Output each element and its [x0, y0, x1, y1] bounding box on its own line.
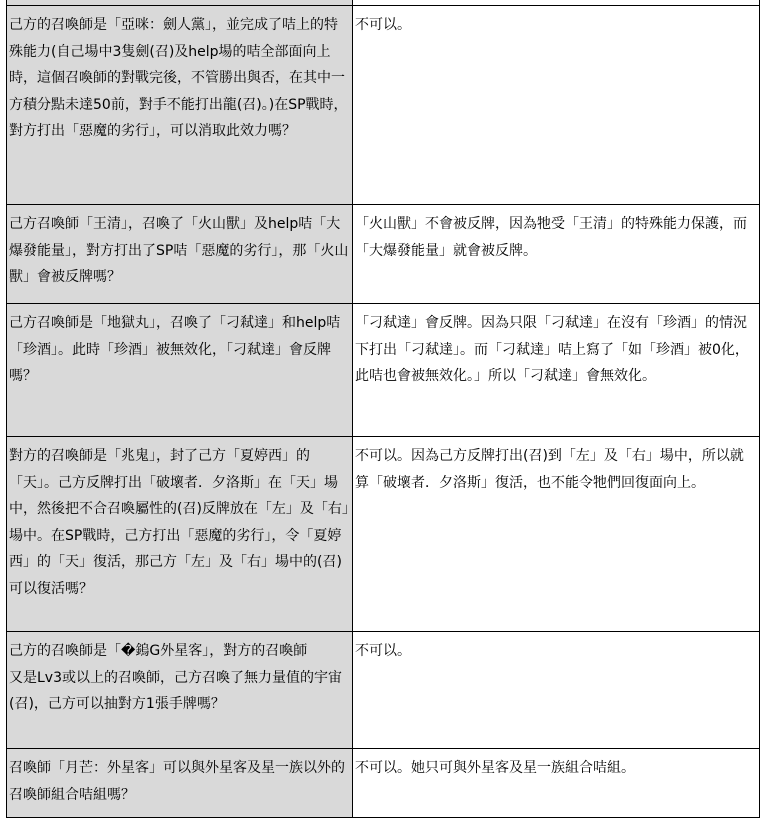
table-row — [7, 436, 759, 631]
table-row — [7, 5, 759, 204]
question-cell: 對方的召喚師是「兆鬼」，封了己方「夏婷西」的「天」。己方反牌打出「破壞者．夕洛斯」在「天」場中，然後把不合召喚屬性的(召)反牌放在「左」及「右」場中。在SP戰時，己方打出「惡魔的劣行」，令「夏婷西」的「天」復活，那己方「左」及「右」場中的(召)可以復活嗎？ — [7, 436, 353, 631]
question-cell: 己方召喚師是「地獄丸」，召喚了「刁弒達」和help咭「珍酒」。此時「珍酒」被無效化，「刁弒達」會反牌嗎？ — [7, 303, 353, 436]
answer-cell: 不可以。 — [353, 631, 759, 748]
question-cell: 己方的召喚師是「�鎢G外星客」，對方的召喚師 又是Lv3或以上的召喚師，己方召喚了無力量值的宇宙(召)，己方可以抽對方1張手牌嗎？ — [7, 631, 353, 748]
answer-cell: 不可以。因為己方反牌打出(召)到「左」及「右」場中，所以就算「破壞者．夕洛斯」復活，也不能令牠們回復面向上。 — [353, 436, 759, 631]
answer-cell: 不可以。她只可與外星客及星一族組合咭組。 — [353, 748, 759, 817]
answer-cell: 「火山獸」不會被反牌，因為牠受「王清」的特殊能力保護，而「大爆發能量」就會被反牌。 — [353, 204, 759, 303]
table-row — [7, 303, 759, 436]
table-row — [7, 631, 759, 748]
question-cell: 己方召喚師「王清」，召喚了「火山獸」及help咭「大爆發能量」，對方打出了SP咭「惡魔的劣行」，那「火山獸」會被反牌嗎？ — [7, 204, 353, 303]
question-cell: 召喚師「月芒：外星客」可以與外星客及星一族以外的召喚師組合咭組嗎？ — [7, 748, 353, 817]
answer-cell: 「刁弒達」會反牌。因為只限「刁弒達」在沒有「珍酒」的情況下打出「刁弒達」。而「刁弒達」咭上寫了「如「珍酒」被0化，此咭也會被無效化。」所以「刁弒達」會無效化。 — [353, 303, 759, 436]
answer-cell: 不可以。 — [353, 5, 759, 204]
faq-table — [6, 0, 760, 818]
table-row — [7, 204, 759, 303]
question-cell: 己方的召喚師是「亞咪：劍人黨」，並完成了咭上的特殊能力(自己場中3隻劍(召)及help場的咭全部面向上時，這個召喚師的對戰完後，不管勝出與否，在其中一方積分點未達50前，對手不能打出龍(召)。)在SP戰時，對方打出「惡魔的劣行」，可以消取此效力嗎？ — [7, 5, 353, 204]
table-row — [7, 748, 759, 817]
